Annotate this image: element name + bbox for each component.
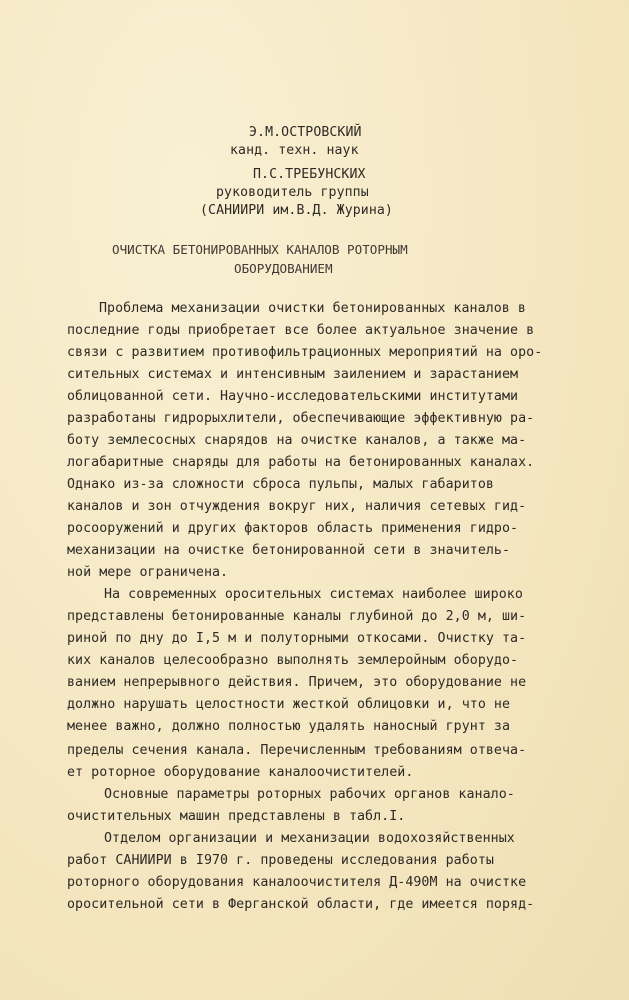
article-title-line2: ОБОРУДОВАНИЕМ (234, 261, 333, 276)
body-line: Однако из-за сложности сброса пульпы, малых габаритов (67, 477, 494, 492)
body-line: последние годы приобретает все более актуальное значение в (67, 323, 535, 338)
body-line: оросительной сети в Ферганской области, где имеется поряд- (67, 897, 535, 912)
body-line: логабаритные снаряды для работы на бетонированных каналах. (67, 455, 535, 470)
body-line: ной мере ограничена. (67, 565, 229, 580)
body-line: работ САНИИРИ в I970 г. проведены исследования работы (67, 853, 494, 868)
body-line: ких каналов целесообразно выполнять землеройным оборудо- (67, 653, 519, 668)
body-line: пределы сечения канала. Перечисленным требованиям отвеча- (67, 743, 527, 758)
body-line: очистительных машин представлены в табл.I. (67, 809, 406, 824)
body-line: Отделом организации и механизации водохозяйственных (104, 831, 515, 846)
body-line: росооружений и других факторов область применения гидро- (67, 521, 519, 536)
body-line: роторного оборудования каналоочистителя Д-490М на очистке (67, 875, 527, 890)
body-line: боту землесосных снарядов на очистке каналов, а также ма- (67, 433, 527, 448)
body-line: связи с развитием противофильтрационных мероприятий на оро- (67, 345, 543, 360)
body-line: менее важно, должно полностью удалять наносный грунт за (67, 719, 511, 734)
author1-title: канд. техн. наук (230, 143, 359, 158)
body-line: облицованной сети. Научно-исследовательскими институтами (67, 389, 519, 404)
body-line: На современных оросительных системах наиболее широко (104, 587, 523, 602)
affiliation: (САНИИРИ им.В.Д. Журина) (200, 203, 393, 218)
body-line: Основные параметры роторных рабочих органов канало- (104, 787, 515, 802)
author2-title: руководитель группы (216, 185, 369, 200)
body-line: ет роторное оборудование каналоочистителей. (67, 765, 414, 780)
body-line: представлены бетонированные каналы глубиной до 2,0 м, ши- (67, 609, 527, 624)
body-line: разработаны гидрорыхлители, обеспечивающие эффективную ра- (67, 411, 535, 426)
body-line: ванием непрерывного действия. Причем, это оборудование не (67, 675, 527, 690)
body-line: Проблема механизации очистки бетонированных каналов в (99, 301, 526, 316)
body-line: риной по дну до I,5 м и полуторными откосами. Очистку та- (67, 631, 527, 646)
author1-name: Э.М.ОСТРОВСКИЙ (249, 125, 362, 140)
article-title-line1: ОЧИСТКА БЕТОНИРОВАННЫХ КАНАЛОВ РОТОРНЫМ (112, 242, 408, 257)
author2-name: П.С.ТРЕБУНСКИХ (253, 167, 366, 182)
body-line: каналов и зон отчуждения вокруг них, наличия сетевых гид- (67, 499, 527, 514)
body-line: должно нарушать целостности жесткой облицовки и, что не (67, 697, 511, 712)
body-line: механизации на очистке бетонированной сети в значитель- (67, 543, 511, 558)
body-line: сительных системах и интенсивным заилением и зарастанием (67, 367, 519, 382)
